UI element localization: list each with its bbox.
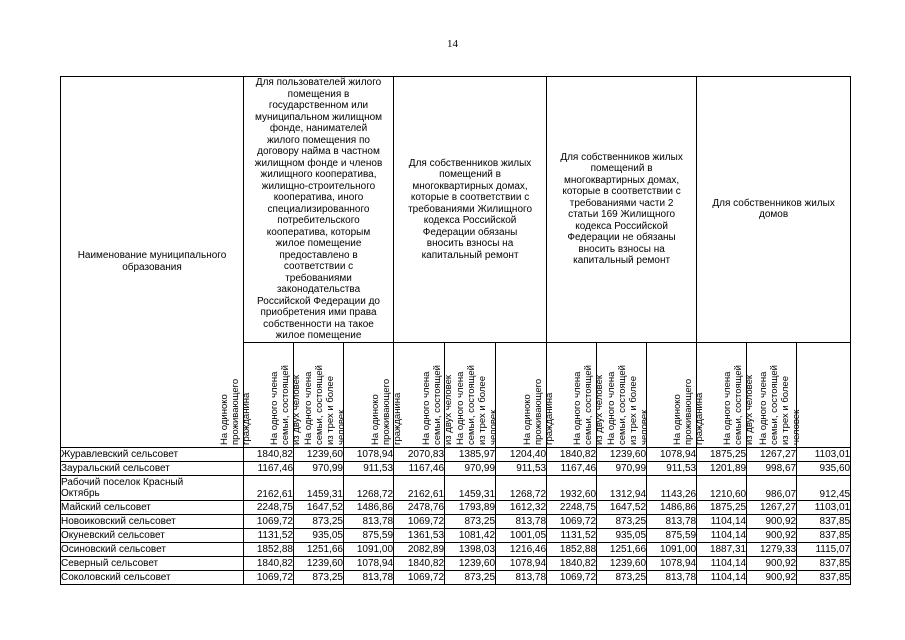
municipality-name (61, 447, 244, 461)
text-line: На одного члена (455, 371, 467, 445)
value-cell: 1104,14 (697, 556, 747, 570)
text-line: из трех и более (477, 375, 489, 445)
text-line: из трех и более (627, 375, 639, 445)
text-line: капитальный ремонт (573, 255, 671, 267)
text-line: помещений в (590, 163, 653, 175)
text-line: из трех и более (324, 375, 336, 445)
table-row (61, 514, 851, 528)
value-cell: 873,25 (445, 514, 496, 528)
text-line: жилищном фонде и членов (254, 157, 383, 169)
value-cell: 1081,42 (445, 528, 496, 542)
value-cell: 1239,60 (597, 556, 647, 570)
value-cell: 1131,52 (547, 528, 597, 542)
text-line: семьи, состоящей (733, 364, 745, 445)
value-cell: 1793,89 (445, 500, 496, 514)
value-cell: 986,07 (747, 475, 797, 500)
value-cell: 1239,60 (294, 556, 344, 570)
value-cell: 2162,61 (244, 475, 294, 500)
value-cell: 1216,46 (496, 542, 547, 556)
text-line: На одиноко (219, 393, 230, 445)
text-line: На одиноко (672, 393, 684, 445)
table-row (61, 542, 851, 556)
text-line: Соколовский сельсовет (61, 571, 171, 583)
sub-column-label (455, 365, 499, 445)
text-line: На одного члена (572, 371, 584, 445)
value-cell: 1268,72 (344, 475, 394, 500)
text-line: жилищно-строительного (261, 180, 376, 192)
value-cell: 837,85 (797, 528, 851, 542)
value-cell: 1069,72 (244, 570, 294, 584)
sub-column-label (303, 365, 347, 445)
text-line: Для пользователей жилого (255, 77, 382, 88)
text-line: проживающего (533, 378, 545, 445)
value-cell: 1875,25 (697, 500, 747, 514)
text-line: жилое помещение (275, 238, 362, 249)
sub-column-label (522, 378, 555, 444)
text-line: из двух человек (594, 374, 606, 445)
value-cell: 1840,82 (244, 447, 294, 461)
text-line: Рабочий поселок Красный (61, 476, 184, 488)
text-line: На одного члена (722, 371, 734, 445)
text-line: вносить взносы на (426, 238, 514, 249)
value-cell: 1239,60 (294, 447, 344, 461)
text-line: многоквартирных домах, (412, 180, 528, 192)
sub-column-label (421, 365, 454, 445)
text-line: домов (759, 209, 789, 221)
text-line: Майский сельсовет (61, 501, 151, 513)
text-line: На одиноко (369, 393, 381, 445)
text-line: гражданина (694, 392, 706, 445)
value-cell: 1267,27 (747, 447, 797, 461)
value-cell: 875,59 (647, 528, 697, 542)
municipality-name (61, 475, 244, 500)
value-cell: 1091,00 (344, 542, 394, 556)
value-cell: 1385,97 (445, 447, 496, 461)
value-cell: 900,92 (747, 556, 797, 570)
text-line: Зауральский сельсовет (61, 462, 170, 474)
value-cell: 873,25 (597, 514, 647, 528)
value-cell: 900,92 (747, 514, 797, 528)
municipality-name (61, 570, 244, 584)
value-cell: 1143,26 (647, 475, 697, 500)
text-line: которые в соответствии с (562, 186, 681, 198)
text-line: Российской Федерации до (257, 295, 380, 307)
text-line: договору найма в частном (257, 146, 380, 157)
group-header-tenants (244, 77, 394, 343)
value-cell: 2248,75 (244, 500, 294, 514)
text-line: капитальный ремонт (421, 249, 519, 261)
text-line: проживающего (380, 378, 392, 445)
value-cell: 1398,03 (445, 542, 496, 556)
value-cell: 1103,01 (797, 500, 851, 514)
text-line: Журавлевский сельсовет (61, 448, 179, 460)
value-cell: 2070,83 (394, 447, 445, 461)
sub-column-label (672, 378, 705, 444)
value-cell: 1268,72 (496, 475, 547, 500)
value-cell: 1001,05 (496, 528, 547, 542)
value-cell: 837,85 (797, 556, 851, 570)
value-cell: 1267,27 (747, 500, 797, 514)
value-cell: 1361,53 (394, 528, 445, 542)
sub-column-label (758, 365, 802, 445)
sub-column-label (722, 365, 755, 445)
text-line: Федерации обязаны (422, 226, 518, 238)
municipality-name (61, 514, 244, 528)
municipality-name (61, 500, 244, 514)
text-line: семьи, состоящей (616, 364, 628, 445)
value-cell: 2162,61 (394, 475, 445, 500)
value-cell: 1251,66 (294, 542, 344, 556)
value-cell: 1078,94 (647, 447, 697, 461)
text-line: На одного члена (269, 371, 280, 445)
table-body (61, 447, 851, 584)
text-line: специализированного (267, 203, 370, 215)
value-cell: 970,99 (445, 461, 496, 475)
text-line: кооператива, иного (273, 192, 364, 203)
text-line: жилого помещения по (267, 134, 370, 146)
table-row (61, 556, 851, 570)
text-line: На одиноко (522, 393, 534, 445)
text-line: требованиями (285, 272, 352, 284)
value-cell: 911,53 (496, 461, 547, 475)
text-line: На одного члена (420, 371, 432, 445)
text-line: приобретения ими права (260, 307, 377, 318)
text-line: человек (638, 409, 650, 445)
value-cell: 813,78 (496, 514, 547, 528)
value-cell: 1069,72 (394, 570, 445, 584)
text-line: из двух человек (291, 374, 302, 445)
text-line: потребительского (277, 215, 360, 226)
text-line: муниципальном жилищном (254, 111, 383, 123)
text-line: статьи 169 Жилищного (568, 209, 676, 221)
text-line: семьи, состоящей (768, 364, 780, 445)
value-cell: 1852,88 (547, 542, 597, 556)
text-line: гражданина (544, 392, 556, 445)
value-cell: 912,45 (797, 475, 851, 500)
value-cell: 900,92 (747, 528, 797, 542)
value-cell: 1069,72 (244, 514, 294, 528)
sub-column-label (269, 365, 302, 445)
value-cell: 1486,86 (344, 500, 394, 514)
sub-column-label (219, 378, 252, 444)
value-cell: 837,85 (797, 514, 851, 528)
text-line: семьи, состоящей (583, 364, 595, 445)
table-row (61, 570, 851, 584)
tariff-table (60, 76, 851, 585)
value-cell: 837,85 (797, 570, 851, 584)
value-cell: 1875,25 (697, 447, 747, 461)
value-cell: 813,78 (344, 570, 394, 584)
value-cell: 1486,86 (647, 500, 697, 514)
group-header-owners-obliged (394, 77, 547, 343)
value-cell: 873,25 (294, 570, 344, 584)
text-line: помещений в (439, 169, 501, 180)
value-cell: 1647,52 (294, 500, 344, 514)
text-line: семьи, состоящей (466, 364, 478, 445)
text-line: Для собственников жилых (560, 151, 683, 163)
value-cell: 1104,14 (697, 514, 747, 528)
text-line: На одного члена (605, 371, 617, 445)
text-line: из двух человек (744, 374, 756, 445)
text-line: проживающего (683, 378, 695, 445)
value-cell: 1069,72 (547, 514, 597, 528)
table-row (61, 461, 851, 475)
text-line: семьи, состоящей (313, 364, 325, 445)
text-line: гражданина (241, 392, 252, 445)
text-line: семьи, состоящей (280, 364, 291, 445)
text-line: семьи, состоящей (431, 364, 443, 445)
value-cell: 1932,60 (547, 475, 597, 500)
text-line: соответствии с (283, 261, 354, 272)
table-row (61, 500, 851, 514)
text-line: собственности на такое (263, 318, 374, 330)
text-line: кодекса Российской (575, 220, 668, 232)
value-cell: 935,60 (797, 461, 851, 475)
value-cell: 1852,88 (244, 542, 294, 556)
value-cell: 2248,75 (547, 500, 597, 514)
municipality-name (61, 556, 244, 570)
value-cell: 911,53 (344, 461, 394, 475)
text-line: На одного члена (302, 371, 314, 445)
text-line: кооператива, которым (266, 226, 371, 238)
text-line: Федерации не обязаны (567, 232, 676, 244)
value-cell: 1078,94 (344, 447, 394, 461)
table-row (61, 475, 851, 500)
text-line: законодательства (276, 284, 361, 295)
sub-column-label (370, 378, 403, 444)
value-cell: 935,05 (294, 528, 344, 542)
municipality-name (61, 528, 244, 542)
value-cell: 970,99 (294, 461, 344, 475)
table-row (61, 528, 851, 542)
text-line: требованиями Жилищного (408, 203, 533, 215)
value-cell: 1069,72 (394, 514, 445, 528)
value-cell: 1840,82 (547, 447, 597, 461)
value-cell: 1167,46 (547, 461, 597, 475)
value-cell: 1239,60 (597, 447, 647, 461)
value-cell: 1887,31 (697, 542, 747, 556)
value-cell: 813,78 (647, 514, 697, 528)
value-cell: 1167,46 (244, 461, 294, 475)
value-cell: 813,78 (647, 570, 697, 584)
text-line: Октябрь (61, 487, 100, 499)
group-header-house-owners (697, 77, 851, 343)
value-cell: 1091,00 (647, 542, 697, 556)
text-line: требованиями части 2 (569, 197, 674, 209)
sub-column-label (572, 365, 605, 445)
text-line: человек (790, 409, 802, 445)
value-cell: 1104,14 (697, 570, 747, 584)
value-cell: 1312,94 (597, 475, 647, 500)
value-cell: 1078,94 (344, 556, 394, 570)
value-cell: 873,25 (445, 570, 496, 584)
text-line: Осиновский сельсовет (61, 543, 166, 555)
value-cell: 1115,07 (797, 542, 851, 556)
text-line: государственном или (268, 100, 369, 111)
text-line: жилое помещение (275, 330, 362, 341)
name-column-header: Наименование муниципального образования (61, 77, 244, 448)
sub-column-label (606, 365, 650, 445)
value-cell: 1103,01 (797, 447, 851, 461)
group-header-owners-not-obliged (547, 77, 697, 343)
value-cell: 813,78 (344, 514, 394, 528)
value-cell: 1840,82 (244, 556, 294, 570)
municipality-name (61, 461, 244, 475)
municipality-name (61, 542, 244, 556)
text-line: фонде, нанимателей (269, 123, 368, 134)
value-cell: 1131,52 (244, 528, 294, 542)
value-cell: 813,78 (496, 570, 547, 584)
value-cell: 935,05 (597, 528, 647, 542)
value-cell: 1078,94 (647, 556, 697, 570)
value-cell: 1279,33 (747, 542, 797, 556)
text-line: человек (335, 409, 347, 445)
value-cell: 998,67 (747, 461, 797, 475)
text-line: На одного члена (757, 371, 769, 445)
text-line: проживающего (230, 378, 241, 445)
value-cell: 1251,66 (597, 542, 647, 556)
text-line: Для собственников жилых (408, 157, 532, 169)
value-cell: 2082,89 (394, 542, 445, 556)
value-cell: 900,92 (747, 570, 797, 584)
text-line: которые в соответствии с (410, 192, 530, 203)
text-line: предоставлено в (279, 249, 358, 261)
text-line: Новоиковский сельсовет (61, 515, 176, 527)
text-line: человек (488, 409, 500, 445)
text-line: из двух человек (442, 374, 454, 445)
value-cell: 875,59 (344, 528, 394, 542)
table-row (61, 447, 851, 461)
text-line: вносить взносы на (578, 243, 665, 255)
page-number: 14 (447, 38, 458, 50)
group-header-row (61, 77, 851, 343)
value-cell: 1204,40 (496, 447, 547, 461)
text-line: кодекса Российской (423, 215, 517, 226)
value-cell: 970,99 (597, 461, 647, 475)
text-line: помещения в (287, 88, 350, 100)
value-cell: 1167,46 (394, 461, 445, 475)
value-cell: 1840,82 (547, 556, 597, 570)
value-cell: 1239,60 (445, 556, 496, 570)
text-line: Северный сельсовет (61, 557, 159, 569)
value-cell: 1459,31 (294, 475, 344, 500)
value-cell: 1210,60 (697, 475, 747, 500)
value-cell: 873,25 (294, 514, 344, 528)
text-line: Окуневский сельсовет (61, 529, 165, 541)
text-line: Для собственников жилых (712, 197, 835, 209)
value-cell: 2478,76 (394, 500, 445, 514)
value-cell: 1201,89 (697, 461, 747, 475)
value-cell: 1612,32 (496, 500, 547, 514)
sub-column-header (757, 342, 851, 447)
value-cell: 1069,72 (547, 570, 597, 584)
value-cell: 1104,14 (697, 528, 747, 542)
text-line: жилищного кооператива, (260, 169, 377, 180)
value-cell: 873,25 (597, 570, 647, 584)
value-cell: 1078,94 (496, 556, 547, 570)
value-cell: 1840,82 (394, 556, 445, 570)
value-cell: 911,53 (647, 461, 697, 475)
text-line: из трех и более (779, 375, 791, 445)
value-cell: 1647,52 (597, 500, 647, 514)
text-line: многоквартирных домах, (563, 174, 680, 186)
value-cell: 1459,31 (445, 475, 496, 500)
text-line: гражданина (391, 392, 403, 445)
